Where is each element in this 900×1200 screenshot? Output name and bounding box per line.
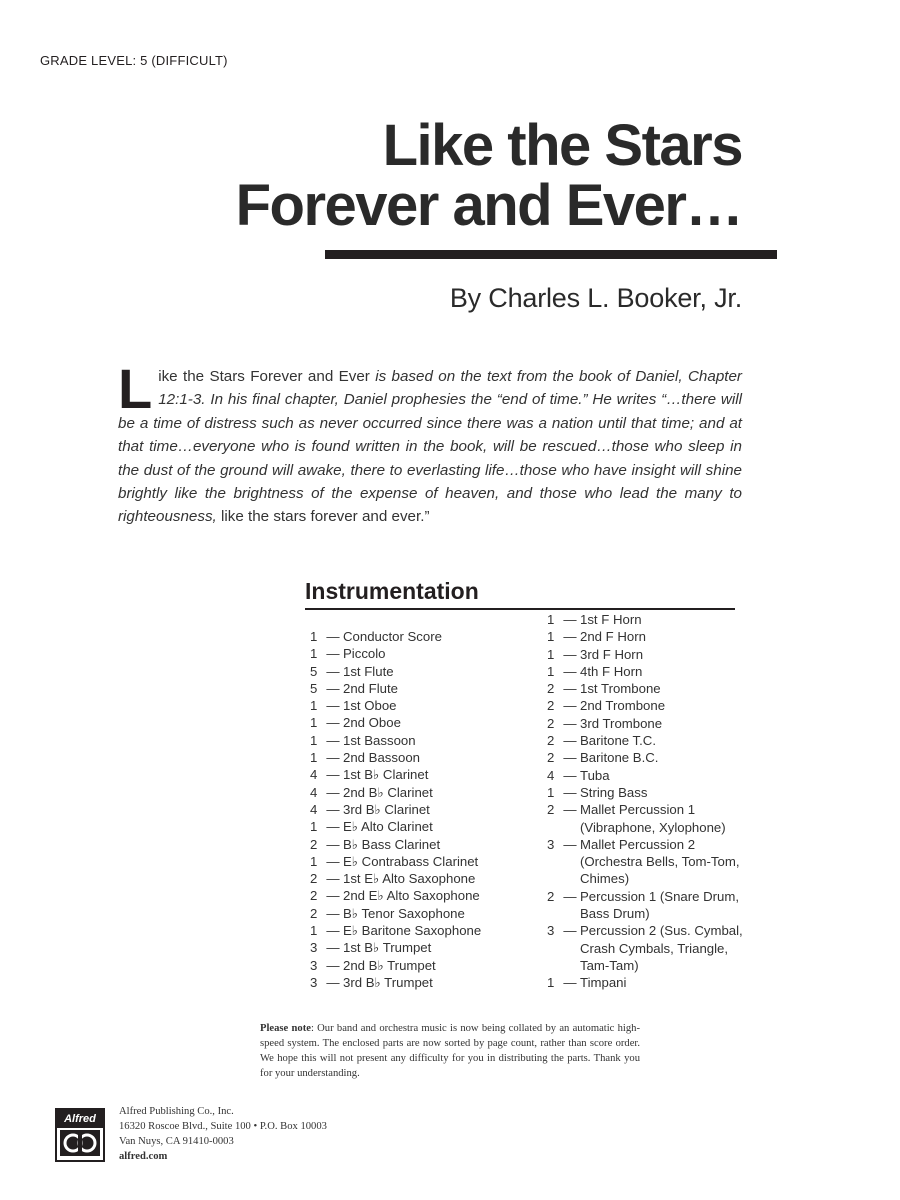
instrument-row [547, 663, 777, 680]
instrument-name [343, 853, 478, 870]
instrument-name [580, 715, 662, 732]
instrument-name [580, 801, 726, 836]
instrument-row [310, 714, 545, 731]
instrument-name [343, 887, 480, 904]
instrument-quantity: 2 [547, 698, 555, 714]
instrument-dash: — [326, 646, 340, 662]
instrument-name-line: 2nd Trombone [580, 698, 666, 714]
instrument-dash: — [563, 923, 577, 939]
instrument-name [343, 766, 428, 783]
instrument-quantity: 1 [547, 629, 555, 645]
instrumentation-heading: Instrumentation [305, 578, 479, 604]
instrument-quantity: 1 [547, 612, 555, 627]
instrument-quantity: 1 [310, 715, 318, 731]
instrument-dash: — [563, 784, 577, 800]
instrument-name-line: Conductor Score [343, 629, 442, 644]
instrument-dash: — [326, 750, 340, 766]
instrument-quantity: 2 [547, 681, 555, 697]
instrument-row [310, 974, 545, 991]
instrument-dash: — [563, 767, 577, 783]
instrument-quantity: 3 [310, 957, 318, 973]
instrument-quantity: 1 [310, 732, 318, 748]
instrument-row [310, 957, 545, 974]
instrument-row [547, 732, 777, 749]
instrument-name [343, 714, 401, 731]
instrument-quantity: 2 [547, 733, 555, 749]
instrument-row [547, 680, 777, 697]
instrument-name [343, 680, 398, 697]
instrument-name-line: 3rd F Horn [580, 646, 644, 662]
instrument-row [310, 697, 545, 714]
instrument-name [343, 784, 433, 801]
instrument-row [310, 939, 545, 956]
instrument-dash: — [326, 629, 340, 644]
instrument-quantity: 4 [310, 767, 318, 783]
instrument-dash: — [326, 853, 340, 869]
instrument-quantity: 2 [310, 888, 318, 904]
logo-text: Alfred [57, 1110, 103, 1128]
instrument-name-line: 2nd E♭ Alto Saxophone [343, 888, 480, 904]
instrument-dash: — [326, 819, 340, 835]
instrument-quantity: 1 [547, 663, 555, 679]
instrumentation-rule [305, 608, 735, 610]
instrument-name [580, 922, 743, 974]
instrument-dash: — [326, 888, 340, 904]
logo-mark-icon [60, 1130, 100, 1156]
instrument-name-line: Timpani [580, 975, 627, 991]
instrument-row [310, 801, 545, 818]
instrument-dash: — [563, 888, 577, 904]
instrument-name-line: Baritone T.C. [580, 733, 656, 749]
title-line-1: Like the Stars [382, 113, 742, 178]
instrument-dash: — [326, 871, 340, 887]
instrument-name [580, 680, 661, 697]
instrument-quantity: 1 [547, 975, 555, 991]
instrument-quantity: 5 [310, 680, 318, 696]
instrument-dash: — [563, 663, 577, 679]
instrument-name [580, 628, 646, 645]
instrument-quantity: 1 [310, 646, 318, 662]
instrument-dash: — [326, 698, 340, 714]
instrument-name-line: 2nd Bassoon [343, 750, 420, 766]
instrument-quantity: 2 [547, 802, 555, 818]
instrument-name [580, 646, 643, 663]
note-label: Please note [260, 1023, 311, 1034]
instrument-name-line: Mallet Percussion 1 [580, 802, 696, 818]
instrument-name [580, 732, 656, 749]
instrument-name [580, 784, 647, 801]
intro-quote-text: is based on the text from the book of Daniel, Chapter 12:1-3. In his final chapter, Daniel prophesies the “end of time.” He writes “…there will be a time of distress such as never occurred since there was a nation until that time; and at that time…everyone who is found written in the book, will be rescued…those who sleep in the dust of the ground will awake, there to everlasting life…those who have insight will shine brightly like the brightness of the expense of heaven, and those who lead the many to righteousness, [118, 368, 742, 526]
instrument-name [343, 628, 442, 645]
instrument-name-line: 1st B♭ Clarinet [343, 767, 429, 783]
instrument-name-line: Tuba [580, 767, 610, 783]
instrument-name-line: 1st B♭ Trumpet [343, 940, 432, 956]
instrument-row [547, 836, 777, 888]
instrument-quantity: 4 [310, 784, 318, 800]
instrument-quantity: 2 [310, 836, 318, 852]
instrument-row [547, 715, 777, 732]
instrument-dash: — [326, 784, 340, 800]
instrument-name-line: Chimes) [580, 871, 630, 887]
instrument-dash: — [326, 940, 340, 956]
instrument-name [580, 749, 658, 766]
instrument-row [310, 887, 545, 904]
instrument-quantity: 3 [310, 940, 318, 956]
instrument-name-line: Bass Drum) [580, 906, 650, 922]
instrument-row [547, 749, 777, 766]
publisher-info [119, 1104, 327, 1164]
instrument-row [310, 870, 545, 887]
instrument-row [547, 801, 777, 836]
instrument-quantity: 2 [547, 750, 555, 766]
instrument-name-line: 1st E♭ Alto Saxophone [343, 871, 476, 887]
instrument-name-line: Tam-Tam) [580, 957, 639, 973]
instrument-quantity: 1 [310, 853, 318, 869]
instrument-row [310, 818, 545, 835]
instrument-row [310, 784, 545, 801]
instrument-name [343, 905, 465, 922]
grade-level: GRADE LEVEL: 5 (DIFFICULT) [40, 53, 228, 68]
instrument-quantity: 1 [310, 923, 318, 939]
instrument-dash: — [326, 974, 340, 990]
instrument-dash: — [563, 750, 577, 766]
instrument-name-line: 1st Oboe [343, 698, 397, 714]
instrument-name [580, 974, 626, 991]
instrument-name [343, 922, 481, 939]
instrument-row [310, 645, 545, 662]
instrument-name-line: 1st F Horn [580, 612, 642, 627]
instrument-name [343, 870, 475, 887]
instrument-row [547, 784, 777, 801]
instrument-name-line: Mallet Percussion 2 [580, 836, 696, 852]
instrument-name-line: E♭ Alto Clarinet [343, 819, 433, 835]
instrument-row [547, 697, 777, 714]
instrument-dash: — [326, 836, 340, 852]
instrument-row [310, 680, 545, 697]
instrument-dash: — [563, 646, 577, 662]
instrument-quantity: 5 [310, 663, 318, 679]
instrument-name [343, 939, 431, 956]
instrument-name-line: 2nd Flute [343, 680, 398, 696]
instrument-row [547, 974, 777, 991]
instrument-quantity: 1 [547, 784, 555, 800]
instrument-dash: — [563, 681, 577, 697]
instrument-quantity: 2 [547, 715, 555, 731]
instrument-name [343, 697, 397, 714]
instrument-name-line: 4th F Horn [580, 663, 643, 679]
instrument-name [343, 749, 420, 766]
instrument-name-line: 1st Trombone [580, 681, 661, 697]
instrument-dash: — [326, 680, 340, 696]
instrument-dash: — [326, 905, 340, 921]
instrument-dash: — [326, 715, 340, 731]
instrument-dash: — [563, 802, 577, 818]
instrument-row [547, 767, 777, 784]
intro-closing-text: like the stars forever and ever.” [216, 508, 430, 526]
instrument-quantity: 1 [310, 750, 318, 766]
instrument-row [310, 922, 545, 939]
instrumentation-column-1 [310, 628, 545, 991]
instrument-quantity: 2 [310, 905, 318, 921]
instrument-row [547, 888, 777, 923]
instrument-dash: — [563, 715, 577, 731]
instrument-name [343, 974, 433, 991]
publisher-address: 16320 Roscoe Blvd., Suite 100 • P.O. Box 10003 [119, 1121, 327, 1132]
title-rule [325, 250, 777, 259]
instrument-name-line: 2nd B♭ Clarinet [343, 784, 433, 800]
instrument-dash: — [326, 663, 340, 679]
instrument-dash: — [326, 801, 340, 817]
instrument-dash: — [563, 836, 577, 852]
intro-paragraph [118, 357, 742, 529]
instrument-name [343, 957, 436, 974]
instrument-name [343, 663, 394, 680]
instrument-name-line: (Orchestra Bells, Tom-Tom, [580, 854, 740, 870]
instrument-name-line: Baritone B.C. [580, 750, 659, 766]
instrument-dash: — [563, 733, 577, 749]
publisher-name: Alfred Publishing Co., Inc. [119, 1106, 234, 1117]
intro-title-text: ike the Stars Forever and Ever [158, 368, 370, 385]
alfred-logo [55, 1108, 105, 1162]
author: By Charles L. Booker, Jr. [449, 283, 742, 313]
title [235, 113, 742, 238]
instrument-quantity: 2 [310, 871, 318, 887]
instrument-name [343, 836, 440, 853]
instrument-row [310, 853, 545, 870]
instrument-row [547, 628, 777, 645]
instrument-quantity: 2 [547, 888, 555, 904]
instrument-name-line: E♭ Baritone Saxophone [343, 923, 482, 939]
instrument-name [580, 767, 610, 784]
instrument-name [343, 801, 430, 818]
instrument-name [580, 611, 642, 628]
instrument-name [580, 663, 642, 680]
instrument-name-line: Piccolo [343, 646, 386, 662]
instrument-quantity: 3 [547, 923, 555, 939]
instrument-dash: — [563, 629, 577, 645]
title-line-2: Forever and Ever… [235, 173, 742, 238]
publisher-website: alfred.com [119, 1151, 168, 1162]
instrument-row [310, 732, 545, 749]
instrument-name-line: 3rd Trombone [580, 715, 663, 731]
instrument-dash: — [563, 975, 577, 991]
drop-cap: L [118, 357, 153, 420]
instrument-name-line: String Bass [580, 784, 648, 800]
instrument-name [343, 645, 386, 662]
instrument-dash: — [326, 732, 340, 748]
instrument-quantity: 1 [310, 629, 318, 644]
instrument-row [310, 663, 545, 680]
instrument-name [580, 888, 739, 923]
instrument-name-line: 3rd B♭ Clarinet [343, 801, 430, 817]
instrument-quantity: 3 [310, 974, 318, 990]
instrument-quantity: 1 [547, 646, 555, 662]
instrument-name-line: Crash Cymbals, Triangle, [580, 940, 729, 956]
instrument-name [343, 818, 433, 835]
instrument-dash: — [326, 957, 340, 973]
instrument-quantity: 3 [547, 836, 555, 852]
instrument-quantity: 1 [310, 819, 318, 835]
instrument-quantity: 4 [547, 767, 555, 783]
instrumentation-column-2 [547, 611, 777, 992]
publisher-city: Van Nuys, CA 91410-0003 [119, 1136, 234, 1147]
instrument-row [310, 766, 545, 783]
instrument-name [343, 732, 416, 749]
instrument-name-line: Percussion 2 (Sus. Cymbal, [580, 923, 743, 939]
instrument-name-line: B♭ Tenor Saxophone [343, 905, 465, 921]
instrument-name-line: 2nd B♭ Trumpet [343, 957, 436, 973]
please-note [260, 1021, 640, 1081]
instrument-dash: — [563, 698, 577, 714]
instrument-quantity: 1 [310, 698, 318, 714]
instrument-name [580, 697, 665, 714]
instrument-row [547, 922, 777, 974]
instrument-dash: — [563, 612, 577, 627]
instrument-row [310, 905, 545, 922]
instrument-name-line: 2nd F Horn [580, 629, 646, 645]
instrument-row [310, 628, 545, 645]
instrument-row [310, 836, 545, 853]
note-text: : Our band and orchestra music is now being collated by an automatic high-speed system. The enclosed parts are now sorted by page count, rather than score order. We hope this will not present any difficulty for you in distributing the parts. Thank you for your understanding. [260, 1023, 640, 1079]
instrument-name [580, 836, 740, 888]
instrument-quantity: 4 [310, 801, 318, 817]
instrument-row [547, 646, 777, 663]
instrument-dash: — [326, 923, 340, 939]
instrument-name-line: 1st Flute [343, 663, 394, 679]
instrument-dash: — [326, 767, 340, 783]
instrument-row [310, 749, 545, 766]
instrument-row [547, 611, 777, 628]
instrument-name-line: 2nd Oboe [343, 715, 401, 731]
instrument-name-line: E♭ Contrabass Clarinet [343, 853, 479, 869]
instrument-name-line: Percussion 1 (Snare Drum, [580, 888, 740, 904]
instrument-name-line: (Vibraphone, Xylophone) [580, 819, 726, 835]
instrument-name-line: B♭ Bass Clarinet [343, 836, 441, 852]
instrument-name-line: 3rd B♭ Trumpet [343, 974, 433, 990]
instrument-name-line: 1st Bassoon [343, 732, 416, 748]
